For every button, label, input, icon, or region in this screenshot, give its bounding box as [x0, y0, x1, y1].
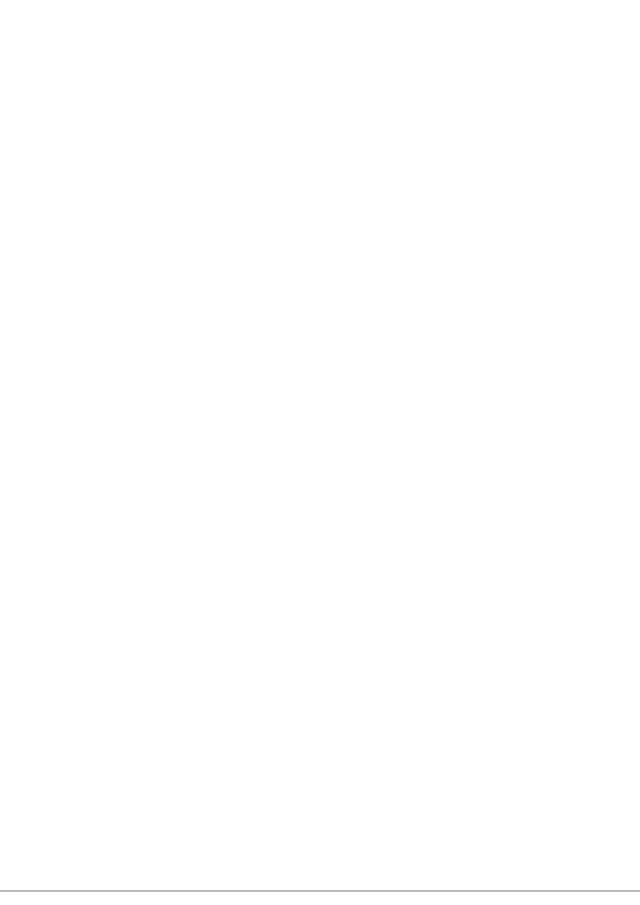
- page-bottom-rule: [0, 890, 640, 892]
